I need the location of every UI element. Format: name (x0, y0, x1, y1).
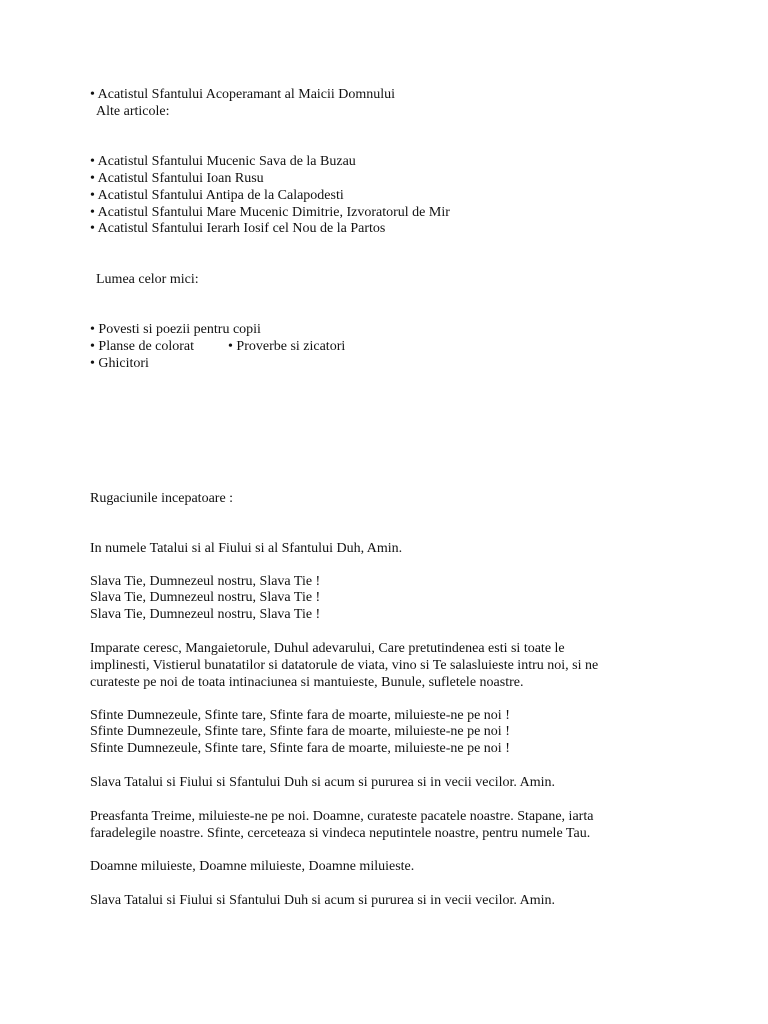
sfinte-dumnezeule-line: Sfinte Dumnezeule, Sfinte tare, Sfinte fara de moarte, miluieste-ne pe noi ! (90, 741, 510, 756)
link-acatist-antipa[interactable]: • Acatistul Sfantului Antipa de la Calapodesti (90, 188, 344, 203)
imparate-ceresc-line: Imparate ceresc, Mangaietorule, Duhul adevarului, Care pretutindenea esti si toate le (90, 641, 565, 656)
kids-world-heading: Lumea celor mici: (96, 272, 199, 287)
preasfanta-treime-line: Preasfanta Treime, miluieste-ne pe noi. Doamne, curateste pacatele noastre. Stapane, iarta (90, 809, 594, 824)
invocation-line: In numele Tatalui si al Fiului si al Sfantului Duh, Amin. (90, 541, 403, 556)
prayers-heading: Rugaciunile incepatoare : (90, 491, 234, 506)
link-acatist-iosif[interactable]: • Acatistul Sfantului Ierarh Iosif cel Nou de la Partos (90, 221, 386, 236)
slava-tie-line: Slava Tie, Dumnezeul nostru, Slava Tie ! (90, 607, 321, 622)
slava-tatalui-line: Slava Tatalui si Fiului si Sfantului Duh si acum si pururea si in vecii vecilor. Amin. (90, 893, 555, 908)
link-planse-colorat[interactable]: • Planse de colorat (90, 339, 195, 354)
link-acatist-ioan-rusu[interactable]: • Acatistul Sfantului Ioan Rusu (90, 171, 264, 186)
slava-tie-line: Slava Tie, Dumnezeul nostru, Slava Tie ! (90, 590, 321, 605)
link-acatist-acoperamant[interactable]: • Acatistul Sfantului Acoperamant al Maicii Domnului (90, 87, 396, 102)
slava-tie-line: Slava Tie, Dumnezeul nostru, Slava Tie ! (90, 574, 321, 589)
link-povesti-poezii[interactable]: • Povesti si poezii pentru copii (90, 322, 261, 337)
link-acatist-sava[interactable]: • Acatistul Sfantului Mucenic Sava de la Buzau (90, 154, 356, 169)
sfinte-dumnezeule-line: Sfinte Dumnezeule, Sfinte tare, Sfinte fara de moarte, miluieste-ne pe noi ! (90, 708, 510, 723)
link-ghicitori[interactable]: • Ghicitori (90, 356, 149, 371)
slava-tatalui-line: Slava Tatalui si Fiului si Sfantului Duh si acum si pururea si in vecii vecilor. Amin. (90, 775, 555, 790)
link-acatist-dimitrie[interactable]: • Acatistul Sfantului Mare Mucenic Dimitrie, Izvoratorul de Mir (90, 205, 450, 220)
link-proverbe-zicatori[interactable]: • Proverbe si zicatori (228, 339, 346, 354)
doamne-miluieste-line: Doamne miluieste, Doamne miluieste, Doamne miluieste. (90, 859, 415, 874)
preasfanta-treime-line: faradelegile noastre. Sfinte, cerceteaza si vindeca neputintele noastre, pentru numele Tau. (90, 826, 591, 841)
sfinte-dumnezeule-line: Sfinte Dumnezeule, Sfinte tare, Sfinte fara de moarte, miluieste-ne pe noi ! (90, 724, 510, 739)
imparate-ceresc-line: implinesti, Vistierul bunatatilor si datatorule de viata, vino si Te salasluieste intru noi, si ne (90, 658, 599, 673)
imparate-ceresc-line: curateste pe noi de toata intinaciunea si mantuieste, Bunule, sufletele noastre. (90, 675, 524, 690)
other-articles-heading: Alte articole: (96, 104, 170, 119)
